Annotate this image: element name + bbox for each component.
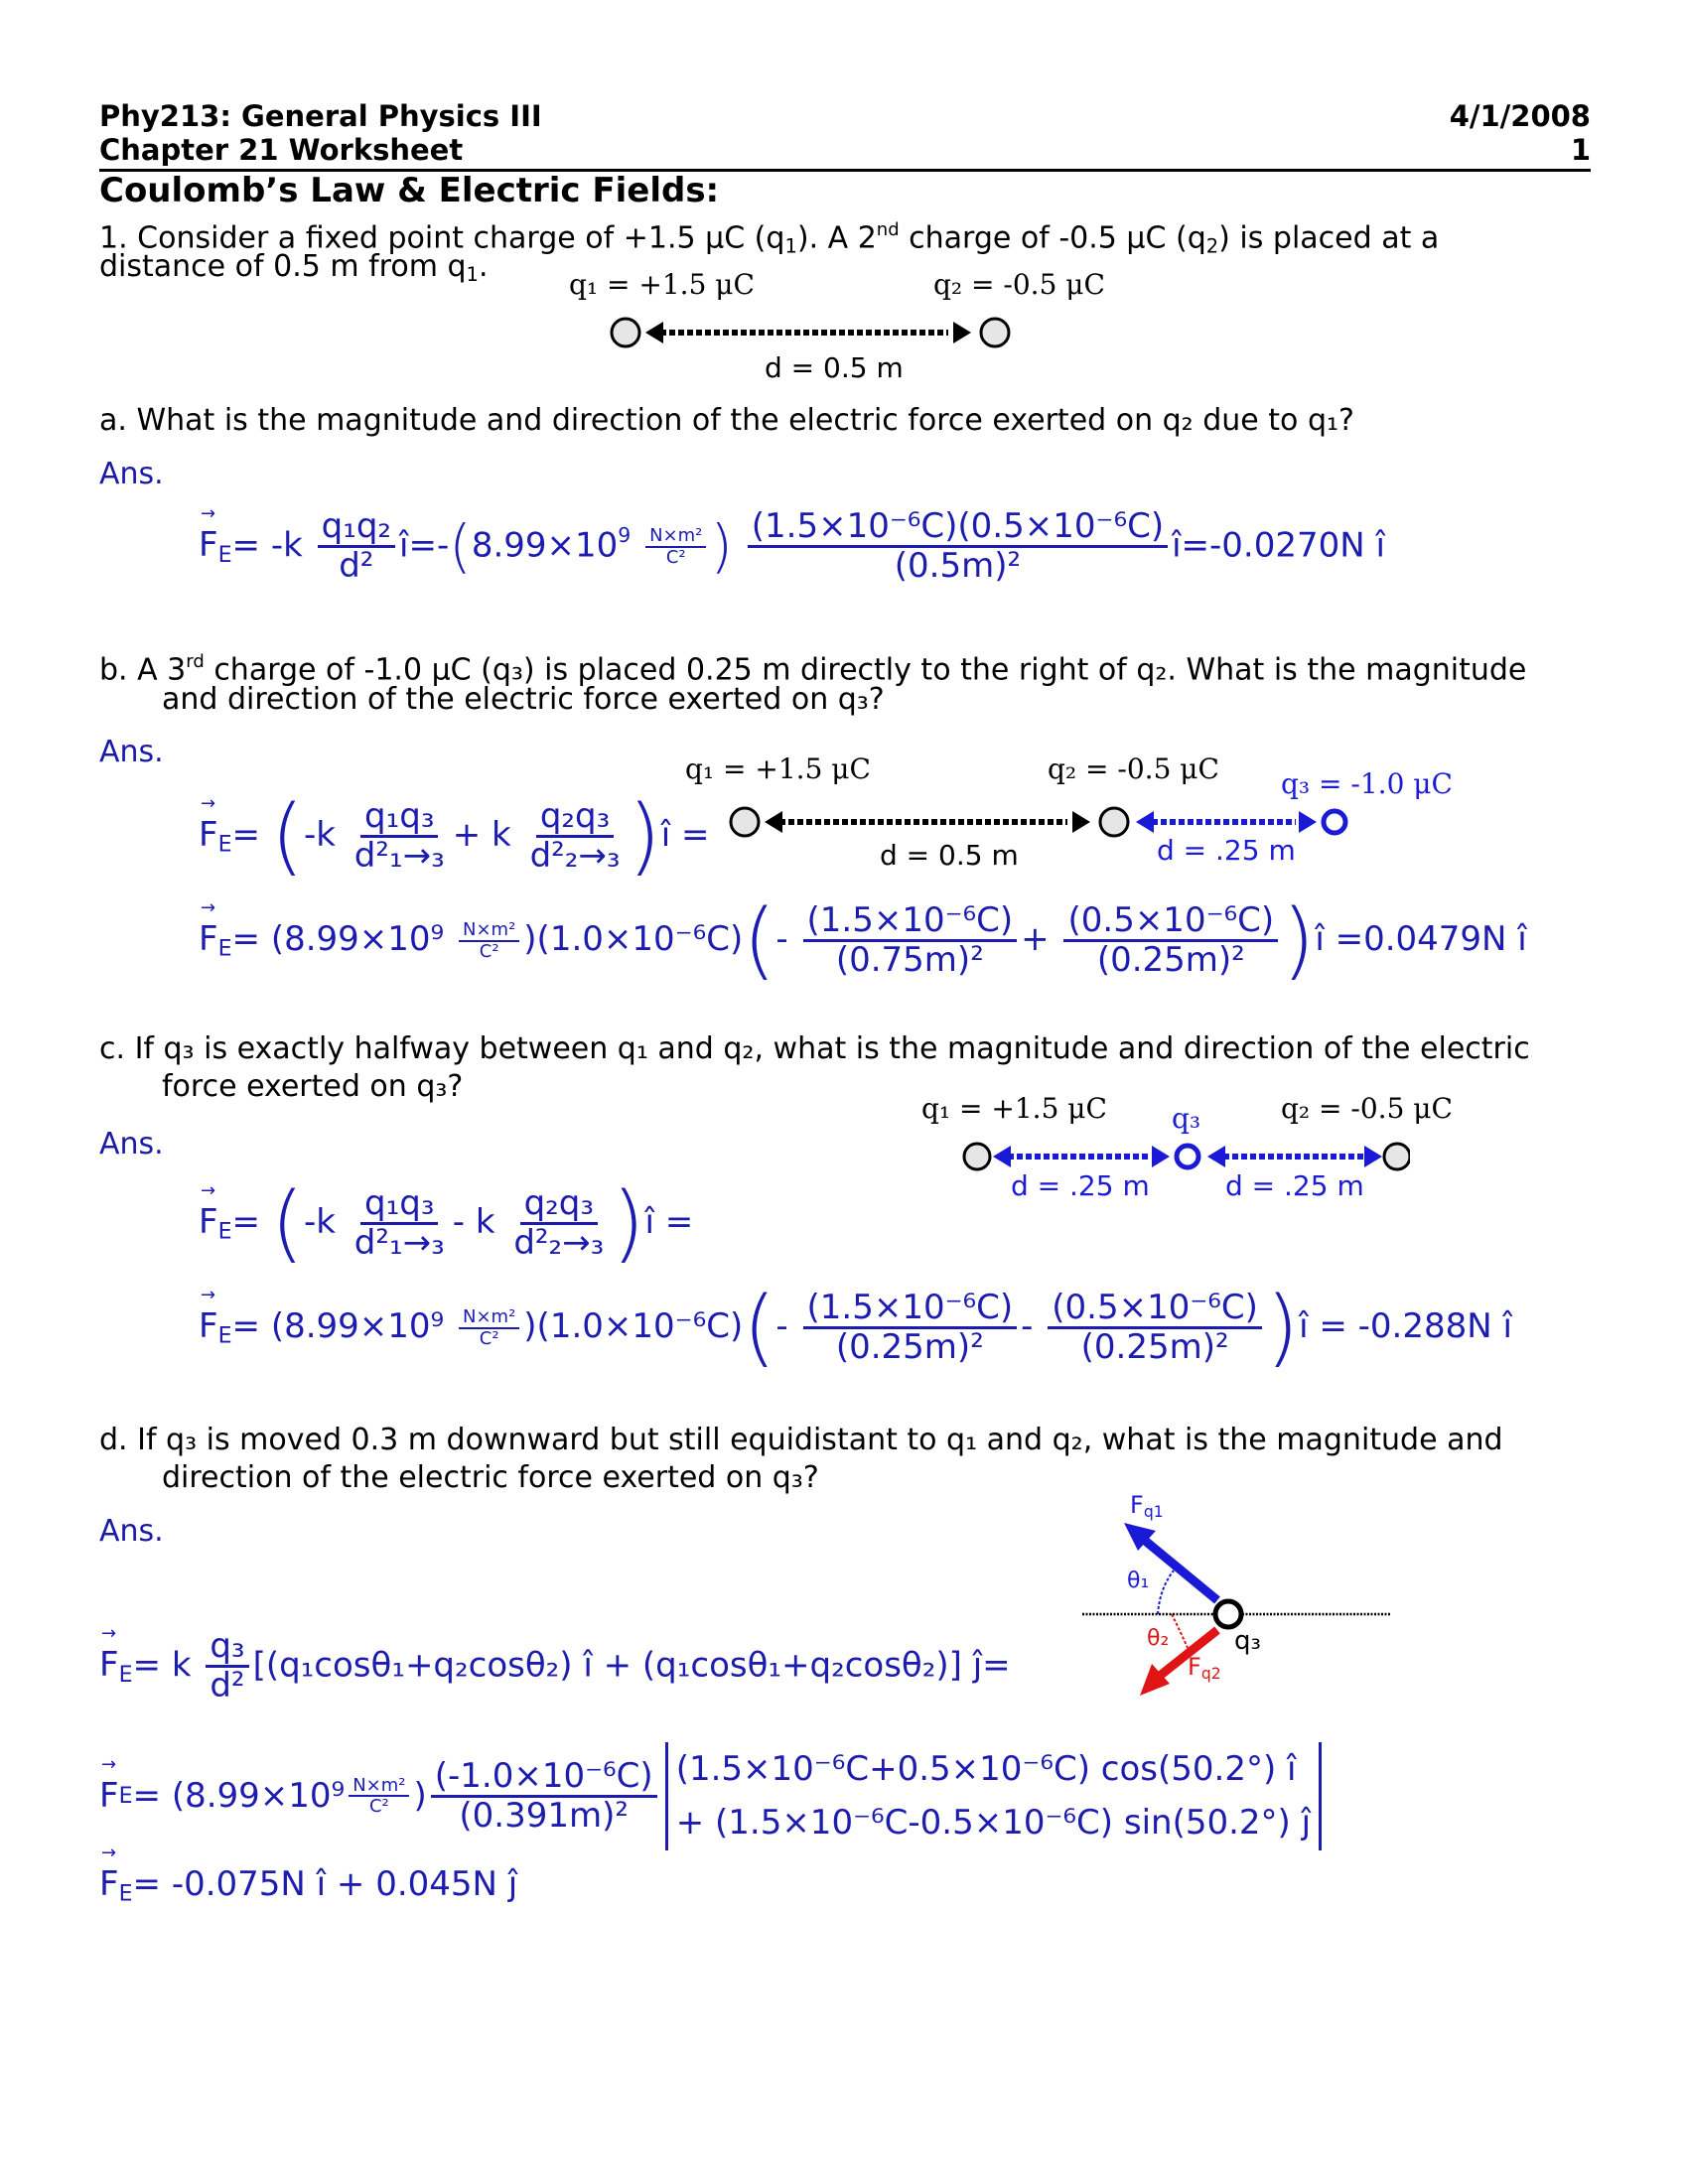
arrow-left-icon bbox=[645, 322, 663, 343]
arrow-right-icon bbox=[1072, 811, 1090, 833]
part-c-equation-1: → $F_E= (-k$ $\frac{\text{q₁q₃}}{\text{d²₁→₃}}$ - k $\frac{\text{q₂q₃}}{\text{d²₂→₃}}$ )î = bbox=[199, 1181, 693, 1266]
arrow-right-icon bbox=[1299, 811, 1317, 833]
diagram-b-q1-label: q₁ = +1.5 μC bbox=[685, 752, 871, 785]
part-d-question-line2: direction of the electric force exerted on q₃? bbox=[162, 1460, 819, 1495]
diagram-b-q3-label: q₃ = -1.0 μC bbox=[1281, 767, 1453, 800]
arrow-right-icon bbox=[1152, 1146, 1170, 1167]
diagram-d-theta2-label: θ₂ bbox=[1147, 1626, 1170, 1651]
charge-q2-icon bbox=[1100, 808, 1128, 836]
arrow-left-icon bbox=[765, 811, 782, 833]
part-d-question: d. If q₃ is moved 0.3 m downward but still equidistant to q₁ and q₂, what is the magnitude and bbox=[99, 1423, 1503, 1457]
arrow-left-icon bbox=[1136, 811, 1154, 833]
section-title: Coulomb’s Law & Electric Fields: bbox=[99, 171, 720, 210]
arrow-right-icon bbox=[1364, 1146, 1382, 1167]
part-b-question-line2: and direction of the electric force exerted on q₃? bbox=[162, 682, 885, 717]
part-d-equation-2-row1: (1.5×10⁻⁶C+0.5×10⁻⁶C) cos(50.2°) î bbox=[675, 1749, 1297, 1789]
theta2-arc bbox=[1172, 1614, 1188, 1648]
diagram-d-force-vectors bbox=[1072, 1489, 1410, 1707]
diagram-b-d23-label: d = .25 m bbox=[1157, 834, 1296, 867]
part-b-ans-label: Ans. bbox=[99, 735, 164, 769]
part-b-question: b. A 3rd charge of -1.0 μC (q₃) is placed 0.25 m directly to the right of q₂. What is the magnitude bbox=[99, 651, 1527, 688]
charge-q2-icon bbox=[981, 319, 1009, 346]
diagram1-charges bbox=[596, 313, 1023, 352]
part-b-equation-1: → $F_E= (-k$ $\frac{\text{q₁q₃}}{\text{d²₁→₃}}$ + k $\frac{\text{q₂q₃}}{\text{d²₂→₃}}$ )î = bbox=[199, 794, 709, 879]
diagram1-q2-label: q₂ = -0.5 μC bbox=[933, 268, 1105, 301]
part-a-question: a. What is the magnitude and direction of the electric force exerted on q₂ due to q₁? bbox=[99, 403, 1354, 438]
part-c-question-line2: force exerted on q₃? bbox=[162, 1069, 464, 1104]
theta1-arc bbox=[1158, 1570, 1174, 1614]
diagram1-q1-label: q₁ = +1.5 μC bbox=[569, 268, 755, 301]
charge-q2-icon bbox=[1384, 1144, 1410, 1169]
problem-1-statement: 1. Consider a fixed point charge of +1.5 μC $(q_1)$. A 2nd charge of -0.5 μC $(q_2)$ is placed at a bbox=[99, 219, 1440, 258]
diagram-b-q2-label: q₂ = -0.5 μC bbox=[1048, 752, 1219, 785]
charge-q3-icon bbox=[1215, 1601, 1241, 1627]
arrow-right-icon bbox=[953, 322, 971, 343]
diagram-c-d32-label: d = .25 m bbox=[1225, 1169, 1364, 1202]
problem-1-statement-line2: distance of 0.5 m from $q_1$. bbox=[99, 249, 489, 286]
diagram-c-q2-label: q₂ = -0.5 μC bbox=[1281, 1092, 1453, 1125]
charge-q3-icon bbox=[1177, 1146, 1198, 1167]
course-title: Phy213: General Physics III bbox=[99, 99, 542, 133]
part-b-equation-2: → $F_E= (8.99\times 10^9$ $\frac{\text{N×m²}}{\text{C²}}$ )(1.0×10⁻⁶C)(- $\frac{\text{(1.5×10⁻⁶C)}}{\text{(0.75m)²}}$ + $\frac{\text{(0.5×10⁻⁶C)}}{\text{(0.25m)²}}$ )î =0.0479N î bbox=[199, 898, 1527, 983]
part-a-equation: → $F_E= -k$ $\frac{\text{q₁q₂}}{\text{d²}}$ $î=-(8.99\times 10^9$ $\frac{\text{N×m²}}{\text{C²}}$ ) $\frac{\text{(1.5×10⁻⁶C)(0.5×10⁻⁶C)}}{\text{(0.5m)²}}$ î=-0.0270N î bbox=[199, 508, 1385, 586]
part-d-equation-1: → $F_E= k$ $\frac{\text{q₃}}{\text{d²}}$ [(q₁cosθ₁+q₂cosθ₂) î + (q₁cosθ₁+q₂cosθ₂)] ĵ= bbox=[99, 1628, 1011, 1706]
diagram-c-d13-label: d = .25 m bbox=[1011, 1169, 1150, 1202]
header-date: 4/1/2008 bbox=[1449, 99, 1591, 133]
diagram-d-q3-label: q₃ bbox=[1234, 1626, 1261, 1656]
diagram1-distance-label: d = 0.5 m bbox=[765, 351, 904, 384]
part-c-question: c. If q₃ is exactly halfway between q₁ and q₂, what is the magnitude and direction of the electric bbox=[99, 1031, 1530, 1066]
diagram-d-fq2-label: $F_{q2}$ bbox=[1188, 1653, 1221, 1683]
arrow-left-icon bbox=[993, 1146, 1011, 1167]
arrow-left-icon bbox=[1207, 1146, 1225, 1167]
page-number: 1 bbox=[1570, 133, 1591, 167]
diagram-c-q1-label: q₁ = +1.5 μC bbox=[921, 1092, 1107, 1125]
diagram-d-theta1-label: θ₁ bbox=[1127, 1569, 1150, 1593]
charge-q1-icon bbox=[612, 319, 639, 346]
part-d-equation-2-row2: + (1.5×10⁻⁶C-0.5×10⁻⁶C) sin(50.2°) ĵ bbox=[675, 1803, 1312, 1843]
diagram-b-d12-label: d = 0.5 m bbox=[880, 839, 1019, 872]
force-q1-arrow bbox=[1138, 1535, 1217, 1600]
worksheet-title: Chapter 21 Worksheet bbox=[99, 133, 464, 167]
diagram-d-fq1-label: $F_{q1}$ bbox=[1130, 1491, 1164, 1521]
diagram-c-q3-label: q₃ bbox=[1172, 1102, 1201, 1135]
charge-q1-icon bbox=[964, 1144, 990, 1169]
charge-q3-icon bbox=[1324, 811, 1345, 833]
part-a-ans-label: Ans. bbox=[99, 457, 164, 491]
charge-q1-icon bbox=[731, 808, 759, 836]
part-d-ans-label: Ans. bbox=[99, 1514, 164, 1549]
part-c-equation-2: → $F_E= (8.99\times 10^9$ $\frac{\text{N×m²}}{\text{C²}}$ )(1.0×10⁻⁶C)(- $\frac{\text{(1.5×10⁻⁶C)}}{\text{(0.25m)²}}$ - $\frac{\text{(0.5×10⁻⁶C)}}{\text{(0.25m)²}}$ )î = -0.288N î bbox=[199, 1286, 1512, 1370]
part-d-equation-3: → $F_E= -0.075N$ î + 0.045N ĵ bbox=[99, 1864, 517, 1907]
part-c-ans-label: Ans. bbox=[99, 1127, 164, 1161]
part-d-equation-2: → F E = (8.99×10⁹ $\frac{\text{N×m²}}{\text{C²}}$ ) $\frac{\text{(-1.0×10⁻⁶C)}}{\text{(0.391m)²}}$ (1.5×10⁻⁶C+0.5×10⁻⁶C) cos(50.2°) î + (1.5×10⁻⁶C-0.5×10⁻⁶C) sin(50.2°) ĵ bbox=[99, 1742, 1322, 1850]
